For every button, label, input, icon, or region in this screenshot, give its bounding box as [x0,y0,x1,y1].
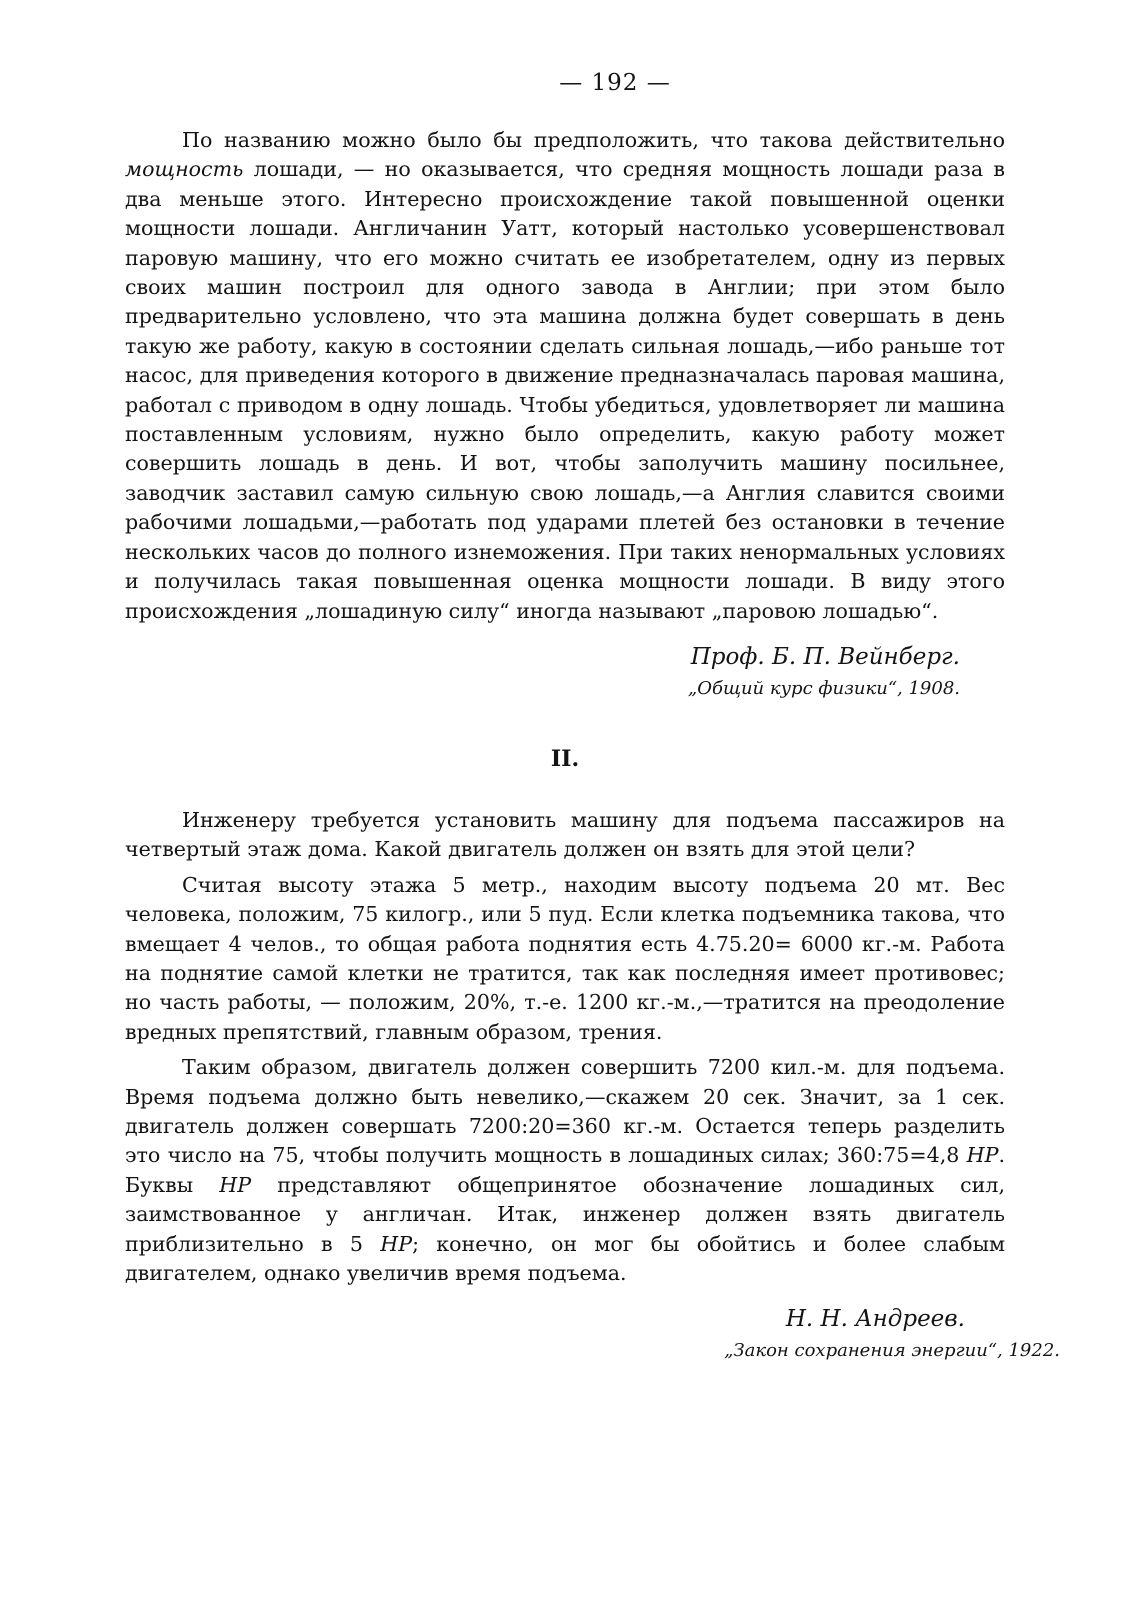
paragraph-text: лошади, — но оказывается, что средняя мощность лошади раза в два меньше этого. Интересно происхождение такой повышенной оценки мощности лошади. Англичанин Уатт, который настолько усовершенствовал паровую машину, что его можно считать ее изобретателем, одну из первых своих машин построил для одного завода в Англии; при этом было предварительно условлено, что эта машина должна будет совершать в день такую же работу, какую в состоянии сделать сильная лошадь,—ибо раньше тот насос, для приведения которого в движение предназначалась паровая машина, работал с приводом в одну лошадь. Чтобы убедиться, удовлетворяет ли машина поставленным условиям, нужно было определить, какую работу может совершить лошадь в день. И вот, чтобы заполучить машину посильнее, заводчик заставил самую сильную свою лошадь,—а Англия славится своими рабочими лошадьми,—работать под ударами плетей без остановки в течение нескольких часов до полного изнеможения. При таких ненормальных условиях и получилась такая повышенная оценка мощности лошади. В виду этого происхождения „лошадиную силу“ иногда называют „паровою лошадью“. [125,157,1005,623]
paragraph-text: . Буквы [125,1143,1005,1197]
section-heading: II. [550,745,580,772]
paragraph-calculation: Считая высоту этажа 5 метр., находим высоту подъема 20 мт. Вес человека, положим, 75 килогр., или 5 пуд. Если клетка подъемника такова, что вмещает 4 челов., то общая работа поднятия есть 4.75.20= 6000 кг.-м. Работа на поднятие самой клетки не тратится, так как последняя имеет противовес; но часть работы, — положим, 20%, т.-е. 1200 кг.-м.,—тратится на преодоление вредных препятствий, главным образом, трения. [125,872,1005,1044]
hp-symbol: HP [380,1231,413,1256]
paragraph-problem: Инженеру требуется установить машину для подъема пассажиров на четвертый этаж дома. Какой двигатель должен он взять для этой цели? [125,807,1005,862]
paragraph-text: представляют общепринятое обозначение лошадиных сил, заимствованное у англичан. Итак, инженер должен взять двигатель приблизительно в 5 [125,1172,1005,1256]
hp-symbol: HP [966,1143,999,1168]
author-name: Проф. Б. П. Вейнберг. [690,643,960,670]
source-citation: „Общий курс физики“, 1908. [687,677,960,699]
author-name: Н. Н. Андреев. [785,1306,965,1333]
paragraph-text: Таким образом, двигатель должен совершить 7200 кил.-м. для подъема. Время подъема должно быть невелико,—скажем 20 сек. Значит, за 1 сек. двигатель должен совершать 7200:20=360 кг.-м. Остается теперь разделить это число на 75, чтобы получить мощность в лошадиных силах; 360:75=4,8 [125,1055,1005,1168]
hp-symbol: HP [219,1172,252,1197]
page-number: — 192 — [559,70,671,96]
paragraph-horsepower-origin [125,126,1005,626]
emphasis-word: мощность [125,157,244,182]
attribution-andreev [125,1302,1060,1366]
paragraph-text: ; конечно, он мог бы обойтись и более слабым двигателем, однако увеличив время подъема. [125,1231,1005,1285]
paragraph-text: По названию можно было бы предположить, что такова действительно [182,128,1005,152]
attribution-weinberg [125,640,960,704]
paragraph-conclusion [125,1053,1005,1288]
page [125,70,1060,1366]
source-citation: „Закон сохранения энергии“, 1922. [724,1340,1060,1362]
